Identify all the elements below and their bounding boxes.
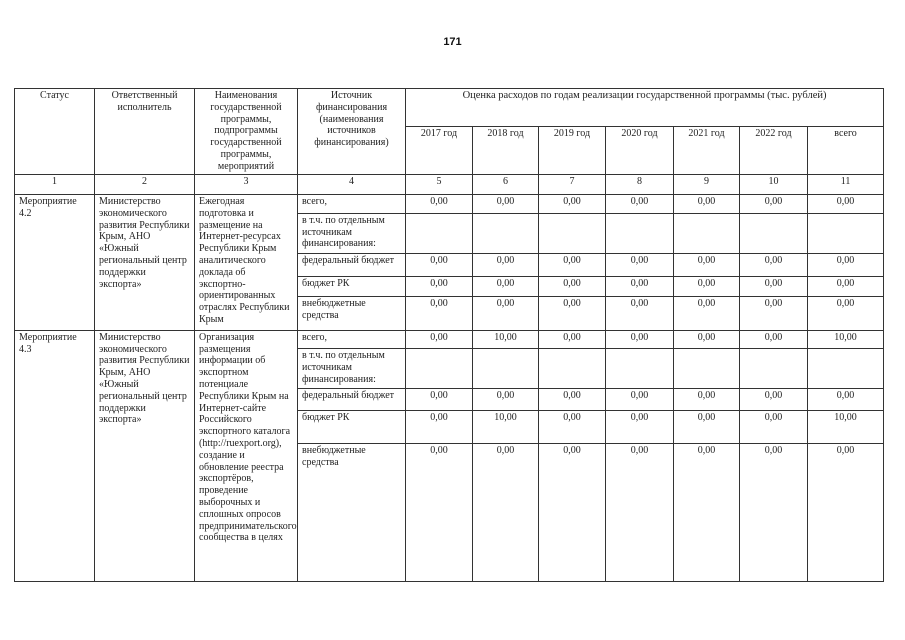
year-value: 0,00 — [406, 388, 473, 411]
year-value: 0,00 — [606, 388, 674, 411]
column-number: 1 — [15, 175, 95, 195]
year-value: 0,00 — [740, 411, 808, 444]
total-value: 10,00 — [808, 411, 884, 444]
funding-source: в т.ч. по отдельным источникам финансирования: — [298, 349, 406, 388]
column-number-row — [15, 175, 884, 195]
header-year: 2018 год — [473, 127, 539, 175]
year-value: 0,00 — [674, 411, 740, 444]
measure-program: Ежегодная подготовка и размещение на Интернет-ресурсах Республики Крым аналитического доклада об экспортно-ориентированных отраслях Республики Крым — [195, 195, 298, 331]
year-value — [406, 349, 473, 388]
total-value: 0,00 — [808, 253, 884, 276]
year-value: 0,00 — [740, 330, 808, 348]
header-year: 2022 год — [740, 127, 808, 175]
column-number: 6 — [473, 175, 539, 195]
header-total: всего — [808, 127, 884, 175]
year-value: 0,00 — [740, 276, 808, 297]
year-value: 0,00 — [539, 411, 606, 444]
year-value: 0,00 — [606, 330, 674, 348]
year-value — [674, 349, 740, 388]
year-value: 0,00 — [406, 330, 473, 348]
funding-source: бюджет РК — [298, 276, 406, 297]
header-executor: Ответственный исполнитель — [95, 89, 195, 175]
column-number: 2 — [95, 175, 195, 195]
year-value — [740, 213, 808, 253]
column-number: 11 — [808, 175, 884, 195]
year-value — [539, 213, 606, 253]
year-value — [406, 213, 473, 253]
header-year: 2017 год — [406, 127, 473, 175]
year-value: 0,00 — [740, 297, 808, 330]
year-value — [539, 349, 606, 388]
year-value: 0,00 — [674, 388, 740, 411]
header-year: 2021 год — [674, 127, 740, 175]
table-row — [15, 330, 884, 348]
funding-source: федеральный бюджет — [298, 253, 406, 276]
year-value: 0,00 — [406, 253, 473, 276]
year-value: 0,00 — [539, 330, 606, 348]
total-value: 0,00 — [808, 195, 884, 214]
funding-source: внебюджетные средства — [298, 297, 406, 330]
year-value — [606, 349, 674, 388]
column-number: 7 — [539, 175, 606, 195]
year-value: 0,00 — [740, 388, 808, 411]
header-estimate: Оценка расходов по годам реализации государственной программы (тыс. рублей) — [406, 89, 884, 127]
measure-executor: Министерство экономического развития Республики Крым, АНО «Южный региональный центр поддержки экспорта» — [95, 195, 195, 331]
year-value — [674, 213, 740, 253]
column-number: 5 — [406, 175, 473, 195]
column-number: 8 — [606, 175, 674, 195]
total-value: 0,00 — [808, 443, 884, 581]
page-number: 171 — [443, 36, 462, 48]
table-body — [15, 195, 884, 582]
measure-status: Мероприятие 4.2 — [15, 195, 95, 331]
header-year: 2020 год — [606, 127, 674, 175]
budget-table — [14, 88, 884, 582]
year-value: 0,00 — [539, 297, 606, 330]
total-value: 0,00 — [808, 297, 884, 330]
year-value: 0,00 — [539, 388, 606, 411]
year-value: 0,00 — [406, 297, 473, 330]
measure-program: Организация размещения информации об экспортном потенциале Республики Крым на Интернет-сайте Российского экспортного каталога (http://ruexport.org), создание и обновление реестра экспортёров, проведение выборочных и сплошных опросов предпринимательского сообщества в целях — [195, 330, 298, 581]
header-year: 2019 год — [539, 127, 606, 175]
year-value: 0,00 — [406, 443, 473, 581]
year-value: 0,00 — [740, 253, 808, 276]
total-value — [808, 349, 884, 388]
column-number: 9 — [674, 175, 740, 195]
funding-source: всего, — [298, 195, 406, 214]
year-value: 0,00 — [473, 276, 539, 297]
funding-source: бюджет РК — [298, 411, 406, 444]
year-value: 0,00 — [740, 443, 808, 581]
column-number: 4 — [298, 175, 406, 195]
measure-executor: Министерство экономического развития Республики Крым, АНО «Южный региональный центр поддержки экспорта» — [95, 330, 195, 581]
year-value — [473, 213, 539, 253]
total-value: 10,00 — [808, 330, 884, 348]
total-value — [808, 213, 884, 253]
header-status: Статус — [15, 89, 95, 175]
column-number: 10 — [740, 175, 808, 195]
year-value — [473, 349, 539, 388]
year-value: 0,00 — [406, 411, 473, 444]
year-value: 0,00 — [674, 443, 740, 581]
measure-status: Мероприятие 4.3 — [15, 330, 95, 581]
year-value: 0,00 — [606, 297, 674, 330]
year-value: 0,00 — [473, 195, 539, 214]
year-value: 10,00 — [473, 330, 539, 348]
year-value — [740, 349, 808, 388]
year-value: 0,00 — [539, 276, 606, 297]
year-value: 0,00 — [406, 276, 473, 297]
year-value: 0,00 — [740, 195, 808, 214]
year-value: 10,00 — [473, 411, 539, 444]
funding-source: внебюджетные средства — [298, 443, 406, 581]
year-value: 0,00 — [473, 297, 539, 330]
funding-source: всего, — [298, 330, 406, 348]
table-row — [15, 195, 884, 214]
year-value: 0,00 — [473, 443, 539, 581]
year-value: 0,00 — [473, 388, 539, 411]
funding-source: в т.ч. по отдельным источникам финансирования: — [298, 213, 406, 253]
header-program: Наименования государственной программы, подпрограммы государственной программы, мероприятий — [195, 89, 298, 175]
total-value: 0,00 — [808, 276, 884, 297]
year-value: 0,00 — [674, 330, 740, 348]
year-value: 0,00 — [473, 253, 539, 276]
year-value: 0,00 — [674, 253, 740, 276]
column-number: 3 — [195, 175, 298, 195]
year-value: 0,00 — [606, 195, 674, 214]
year-value: 0,00 — [539, 443, 606, 581]
year-value: 0,00 — [606, 443, 674, 581]
year-value — [606, 213, 674, 253]
header-source: Источник финансирования (наименования источников финансирования) — [298, 89, 406, 175]
total-value: 0,00 — [808, 388, 884, 411]
year-value: 0,00 — [606, 276, 674, 297]
year-value: 0,00 — [606, 253, 674, 276]
year-value: 0,00 — [674, 195, 740, 214]
year-value: 0,00 — [539, 253, 606, 276]
year-value: 0,00 — [539, 195, 606, 214]
year-value: 0,00 — [674, 276, 740, 297]
year-value: 0,00 — [674, 297, 740, 330]
funding-source: федеральный бюджет — [298, 388, 406, 411]
year-value: 0,00 — [406, 195, 473, 214]
year-value: 0,00 — [606, 411, 674, 444]
